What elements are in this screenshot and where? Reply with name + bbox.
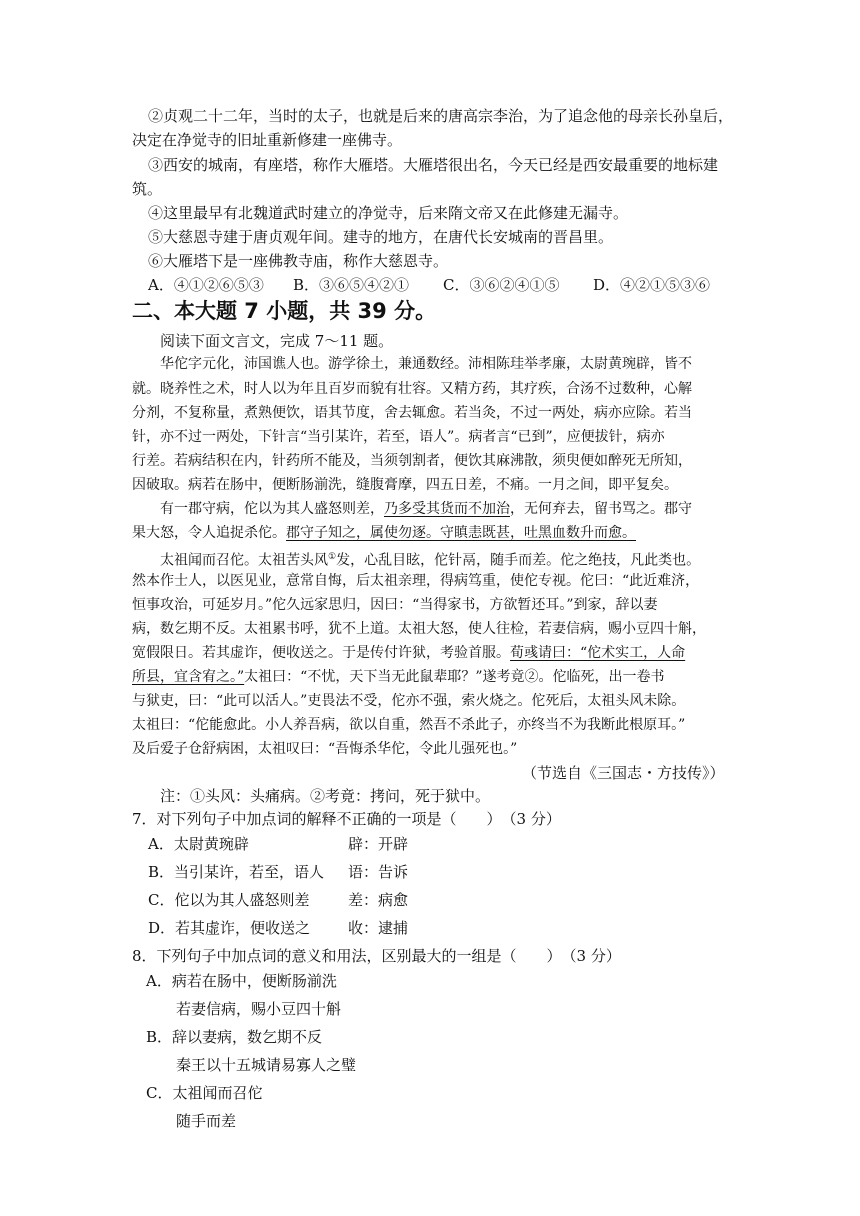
q7-option-d (148, 918, 748, 938)
footnote-mark: ① (328, 552, 337, 562)
reading-intro: 阅读下面文言文，完成 7～11 题。 (160, 332, 394, 350)
passage-line (132, 523, 732, 543)
text-span: 太祖曰：“不忧，天下当无此鼠辈耶？”遂考竟②。佗临死，出一卷书 (244, 669, 665, 685)
order-item-2a: ②贞观二十二年，当时的太子，也就是后来的唐高宗李治，为了追念他的母亲长孙皇后， (148, 107, 734, 125)
passage-line: 行差。若病结积在内，针药所不能及，当须刳割者，便饮其麻沸散，须臾便如醉死无所知， (132, 453, 692, 469)
text-span: 有一郡守病，佗以为其人盛怒则差， (160, 501, 384, 517)
passage-line: 及后爱子仓舒病困，太祖叹曰：“吾悔杀华佗，令此儿强死也。” (132, 741, 518, 757)
q8-option-c-1: C．太祖闻而召佗 (146, 1084, 263, 1102)
underlined-sentence: 所县，宜含宥之。” (132, 669, 245, 685)
q7-option-a (148, 834, 748, 854)
option-sentence: D．若其虚诈，便收送之 (148, 919, 311, 937)
passage-line: 病，数乞期不反。太祖累书呼，犹不上道。太祖大怒，使人往检，若妻信病，赐小豆四十斛， (132, 621, 706, 637)
text-span: 发，心乱目眩，佗针鬲，随手而差。佗之绝技，凡此类也。 (336, 552, 701, 569)
option-definition: 语：告诉 (348, 863, 409, 881)
passage-line: 华佗字元化，沛国谯人也。游学徐土，兼通数经。沛相陈珪举孝廉，太尉黄琬辟，皆不 (160, 356, 692, 372)
option-definition: 辟：开辟 (348, 835, 409, 853)
q6-option-b: B．③⑥⑤④②① (293, 276, 410, 294)
q6-option-c: C．③⑥②④①⑤ (443, 276, 560, 294)
passage-line (132, 667, 732, 687)
q8-option-b-2: 秦王以十五城请易寡人之璧 (176, 1056, 357, 1074)
order-item-4: ④这里最早有北魏道武时建立的净觉寺，后来隋文帝又在此修建无漏寺。 (148, 204, 629, 222)
passage-line: 因破取。病若在肠中，便断肠湔洗，缝腹膏摩，四五日差，不痛。一月之间，即平复矣。 (132, 477, 678, 493)
text-span: 果大怒，令人追捉杀佗。 (132, 525, 286, 541)
passage-line (160, 499, 760, 519)
q7-option-b (148, 862, 748, 882)
option-definition: 差：病愈 (348, 891, 409, 909)
passage-line: 分剂，不复称量，煮熟便饮，语其节度，舍去辄愈。若当灸，不过一两处，病亦应除。若当 (132, 405, 692, 421)
option-sentence: B．当引某许，若至，语人 (148, 863, 325, 881)
order-item-3b: 筑。 (132, 180, 163, 198)
q8-option-a-1: A．病若在肠中，便断肠湔洗 (146, 972, 337, 990)
q8-option-a-2: 若妻信病，赐小豆四十斛 (176, 1000, 342, 1018)
order-item-3a: ③西安的城南，有座塔，称作大雁塔。大雁塔很出名，今天已经是西安最重要的地标建 (148, 156, 719, 174)
passage-line: 与狱吏，曰：“此可以活人。”吏畏法不受，佗亦不强，索火烧之。佗死后，太祖头风未除。 (132, 693, 686, 709)
q8-option-b-1: B．辞以妻病，数乞期不反 (146, 1028, 323, 1046)
option-definition: 收：逮捕 (348, 919, 409, 937)
passage-line: 太祖曰：“佗能愈此。小人养吾病，欲以自重，然吾不杀此子，亦终当不为我断此根原耳。” (132, 717, 686, 733)
q7-stem: 7．对下列句子中加点词的解释不正确的一项是（ ） （3 分） (132, 810, 561, 828)
text-span: 太祖闻而召佗。太祖苦头风 (160, 552, 328, 569)
section-title: 二、本大题 7 小题，共 39 分。 (132, 299, 437, 323)
q7-option-c (148, 890, 748, 910)
underlined-sentence: 郡守子知之，属使勿逐。守瞋恚既甚，吐黑血数升而愈。 (286, 525, 636, 541)
text-span: 宽假限日。若其虚诈，便收送之。于是传付许狱，考验首服。 (132, 645, 510, 661)
order-item-5: ⑤大慈恩寺建于唐贞观年间。建寺的地方，在唐代长安城南的晋昌里。 (148, 228, 614, 246)
footnote: 注：①头风：头痛病。②考竟：拷问，死于狱中。 (160, 787, 491, 805)
passage-line: 针，亦不过一两处，下针言“当引某许，若至，语人”。病者言“已到”，应便拔针，病亦 (132, 429, 665, 445)
underlined-sentence: 乃多受其货而不加治 (384, 501, 510, 517)
passage-line: 就。晓养性之术，时人以为年且百岁而貌有壮容。又精方药，其疗疾，合汤不过数种，心解 (132, 381, 692, 397)
option-sentence: C．佗以为其人盛怒则差 (148, 891, 310, 909)
order-item-6: ⑥大雁塔下是一座佛教寺庙，称作大慈恩寺。 (148, 252, 449, 270)
text-span: ，无何弃去，留书骂之。郡守 (510, 501, 692, 517)
q8-option-c-2: 随手而差 (176, 1112, 237, 1130)
passage-line (160, 547, 760, 571)
passage-line: 恒事攻治，可延岁月。”佗久远家思归，因曰：“当得家书，方欲暂还耳。”到家，辞以妻 (132, 597, 658, 613)
q6-option-d: D．④②①⑤③⑥ (593, 276, 711, 294)
passage-line: 然本作士人，以医见业，意常自悔，后太祖亲理，得病笃重，使佗专视。佗曰：“此近难济， (132, 573, 700, 589)
source-citation: （节选自《三国志・方技传》） (522, 764, 725, 782)
order-item-2b: 决定在净觉寺的旧址重新修建一座佛寺。 (132, 131, 403, 149)
underlined-sentence: 荀彧请曰：“佗术实工，人命 (510, 645, 686, 661)
option-sentence: A．太尉黄琬辟 (148, 835, 249, 853)
q8-stem: 8．下列句子中加点词的意义和用法，区别最大的一组是（ ） （3 分） (132, 947, 621, 965)
passage-line (132, 643, 732, 663)
q6-option-a: A．④①②⑥⑤③ (148, 276, 264, 294)
